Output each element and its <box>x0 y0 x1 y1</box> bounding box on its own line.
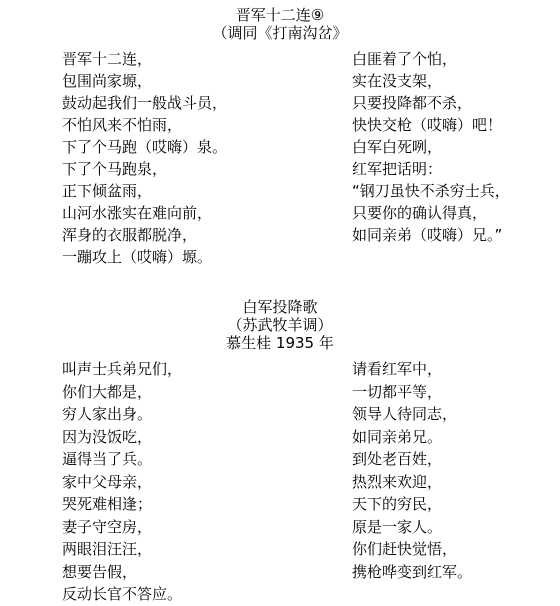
poem-line: 只要投降都不杀， <box>352 94 473 112</box>
poem-line: 逼得当了兵。 <box>62 450 153 468</box>
poem-line: 红军把话明： <box>352 160 443 178</box>
poem-line: 携枪哗变到红军。 <box>352 562 473 581</box>
poem-right-column <box>352 358 472 583</box>
poem-line: 想要告假， <box>62 562 138 581</box>
poem-line: 家中父母亲， <box>62 472 153 491</box>
poem-line: 你们赶快觉悟， <box>352 540 458 558</box>
poem-line: 穷人家出身。 <box>62 405 153 423</box>
poem-line: 妻子守空房， <box>62 517 153 536</box>
poem-line: 下了个马跑泉， <box>62 160 168 178</box>
poem-section-2 <box>0 298 560 603</box>
poem-line: 下了个马跑（哎嗨）泉。 <box>62 138 228 156</box>
poem-line: 天下的穷民， <box>352 495 443 513</box>
poem-left-column <box>62 358 182 606</box>
poem-line: 白匪着了个怕， <box>352 50 458 68</box>
poem-subtitle: （调同《打南沟岔》 <box>212 24 348 42</box>
poem-line: 白军白死咧， <box>352 138 443 156</box>
poem-line: 原是一家人。 <box>352 517 443 536</box>
poem-line: 热烈来欢迎， <box>352 472 443 491</box>
poem-line: 包围尚家塬， <box>62 72 153 90</box>
poem-line: “钢刀虽快不杀穷士兵， <box>352 182 510 200</box>
poem-title: 晋军十二连⑨ <box>235 6 325 24</box>
poem-line: 不怕风来不怕雨， <box>62 116 183 134</box>
poem-line: 快快交枪（哎嗨）吧！ <box>352 116 503 134</box>
poem-subtitle: （苏武牧羊调） <box>227 316 333 334</box>
poem-right-column <box>352 48 510 246</box>
poem-line: 只要你的确认得真， <box>352 204 488 222</box>
poem-line: 到处老百姓， <box>352 450 443 468</box>
poem-author: 慕生桂 1935 年 <box>226 334 334 352</box>
poem-line: 领导人待同志， <box>352 405 458 423</box>
poem-line: 一蹦攻上（哎嗨）塬。 <box>62 248 213 266</box>
poem-line: 两眼泪汪汪， <box>62 540 153 558</box>
poem-line: 鼓动起我们一般战斗员， <box>62 94 228 112</box>
poem-line: 浑身的衣服都脱净， <box>62 226 198 244</box>
poem-line: 哭死难相逢； <box>62 495 153 513</box>
poem-line: 如同亲弟兄。 <box>352 427 443 446</box>
poem-line: 叫声士兵弟兄们， <box>62 360 183 378</box>
poem-line: 正下倾盆雨， <box>62 182 153 200</box>
poem-line: 晋军十二连， <box>62 50 153 68</box>
poem-section-1 <box>0 6 560 266</box>
poem-line: 山河水涨实在难向前， <box>62 204 213 222</box>
poem-line: 反动长官不答应。 <box>62 585 183 603</box>
poem-line: 你们大都是， <box>62 382 153 401</box>
poem-title: 白军投降歌 <box>242 298 318 316</box>
poem-line: 因为没饭吃， <box>62 427 153 446</box>
poem-line: 如同亲弟（哎嗨）兄。” <box>352 226 503 244</box>
poem-left-column <box>62 48 227 268</box>
poem-line: 请看红军中， <box>352 360 443 378</box>
poem-line: 一切都平等， <box>352 382 443 401</box>
poem-line: 实在没支架， <box>352 72 443 90</box>
